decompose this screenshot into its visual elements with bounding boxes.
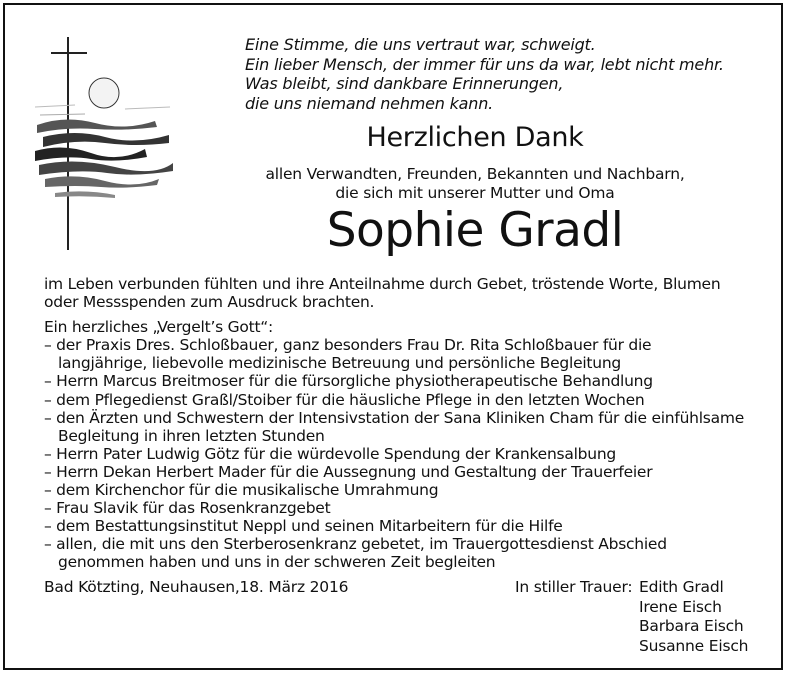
mourning-label: In stiller Trauer: bbox=[515, 578, 633, 596]
thanks-list-item bbox=[44, 535, 779, 571]
deceased-name: Sophie Gradl bbox=[326, 203, 624, 258]
thanks-list-item bbox=[44, 481, 779, 499]
acknowledgement-body bbox=[44, 275, 779, 572]
thanks-list-item bbox=[44, 409, 779, 445]
obituary-card bbox=[3, 3, 783, 670]
list-item-text: – allen, die mit uns den Sterberosenkranz gebetet, im Trauergottesdienst Abschied bbox=[44, 535, 667, 554]
thanks-list-item bbox=[44, 499, 779, 517]
spacer bbox=[44, 311, 779, 318]
list-item-text: – Herrn Dekan Herbert Mader für die Aussegnung und Gestaltung der Trauerfeier bbox=[44, 462, 653, 481]
list-item-text: – der Praxis Dres. Schloßbauer, ganz besonders Frau Dr. Rita Schloßbauer für die bbox=[44, 336, 652, 355]
vergelts-gott-line: Ein herzliches „Vergelt’s Gott“: bbox=[44, 318, 274, 337]
list-item-continuation: genommen haben und uns in der schweren Zeit begleiten bbox=[58, 553, 496, 572]
poem bbox=[245, 35, 775, 113]
poem-line: Was bleibt, sind dankbare Erinnerungen, bbox=[245, 74, 564, 93]
thanks-list-item bbox=[44, 517, 779, 535]
poem-line: Ein lieber Mensch, der immer für uns da war, lebt nicht mehr. bbox=[245, 54, 724, 74]
list-item-continuation: Begleitung in ihren letzten Stunden bbox=[58, 426, 325, 445]
poem-line: die uns niemand nehmen kann. bbox=[245, 93, 494, 113]
thanks-list-item bbox=[44, 336, 779, 372]
cross-moon-landscape-icon bbox=[35, 35, 175, 250]
poem-line: Eine Stimme, die uns vertraut war, schweigt. bbox=[245, 35, 596, 54]
thanks-text bbox=[175, 165, 775, 203]
list-item-continuation: langjährige, liebevolle medizinische Betreuung und persönliche Begleitung bbox=[58, 354, 621, 373]
thanks-list bbox=[44, 336, 779, 571]
list-item-text: – dem Bestattungsinstitut Neppl und seinen Mitarbeitern für die Hilfe bbox=[44, 517, 563, 536]
thanks-heading: Herzlichen Dank bbox=[366, 122, 584, 153]
list-item-text: – Frau Slavik für das Rosenkranzgebet bbox=[44, 499, 331, 518]
intro-line: oder Messspenden zum Ausdruck brachten. bbox=[44, 293, 375, 312]
mourners-list bbox=[639, 578, 748, 656]
list-item-text: – dem Pflegedienst Graßl/Stoiber für die häusliche Pflege in den letzten Wochen bbox=[44, 390, 645, 409]
list-item-text: – Herrn Marcus Breitmoser für die fürsorgliche physiotherapeutische Behandlung bbox=[44, 372, 653, 391]
mourner-name: Edith Gradl bbox=[639, 578, 724, 596]
thanks-list-item bbox=[44, 463, 779, 481]
mourner-name: Susanne Eisch bbox=[639, 636, 749, 655]
thanks-line: die sich mit unserer Mutter und Oma bbox=[335, 184, 615, 202]
thanks-line: allen Verwandten, Freunden, Bekannten und Nachbarn, bbox=[265, 165, 685, 183]
place-date: Bad Kötzting, Neuhausen,18. März 2016 bbox=[44, 578, 349, 596]
intro-line: im Leben verbunden fühlten und ihre Anteilnahme durch Gebet, tröstende Worte, Blumen bbox=[44, 275, 721, 293]
list-item-text: – Herrn Pater Ludwig Götz für die würdevolle Spendung der Krankensalbung bbox=[44, 444, 616, 463]
mourner-name: Barbara Eisch bbox=[639, 617, 744, 635]
thanks-list-item bbox=[44, 372, 779, 390]
list-item-text: – den Ärzten und Schwestern der Intensivstation der Sana Kliniken Cham für die einfühlsame bbox=[44, 408, 744, 427]
list-item-text: – dem Kirchenchor für die musikalische Umrahmung bbox=[44, 481, 439, 500]
thanks-list-item bbox=[44, 445, 779, 463]
thanks-list-item bbox=[44, 391, 779, 409]
mourner-name: Irene Eisch bbox=[639, 597, 722, 616]
